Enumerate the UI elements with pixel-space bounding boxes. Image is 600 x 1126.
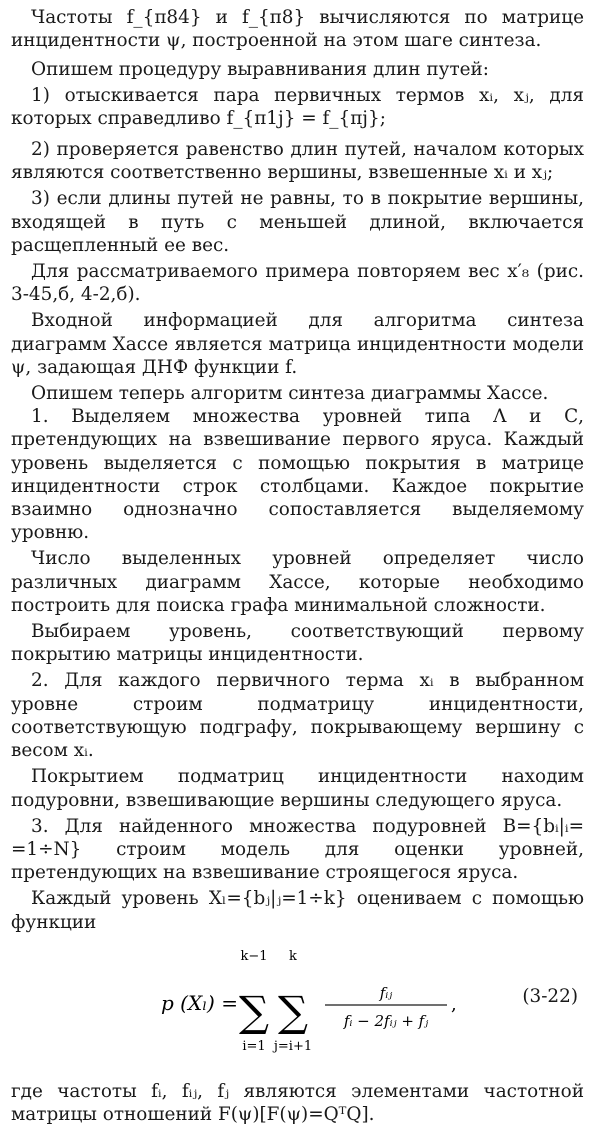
paragraph: где частоты fᵢ, fᵢⱼ, fⱼ являются элементами частотной матрицы отношений F(ψ)[F(ψ)=QᵀQ]. (11, 1080, 584, 1125)
paragraph: Каждый уровень Xₗ={bⱼ|ⱼ=1÷k} оцениваем с помощью функции (11, 888, 584, 933)
paragraph: 2) проверяется равенство длин путей, началом которых являются соответственно вершины, взвешенные xᵢ и xⱼ; (11, 139, 584, 184)
sum1-upper-limit: k−1 (240, 948, 268, 964)
paragraph: Входной информацией для алгоритма синтеза диаграмм Хассе является матрица инцидентности модели ψ, задающая ДНФ функции f. (11, 310, 584, 378)
formula-3-22 (11, 938, 584, 1080)
sum2-lower-limit: j=i+1 (273, 1038, 313, 1054)
paragraph: Опишем теперь алгоритм синтеза диаграммы Хассе. (31, 383, 549, 405)
paragraph: Опишем процедуру выравнивания длин путей: (31, 59, 489, 81)
sum1-sigma: ∑ (239, 986, 269, 1036)
paragraph: 1. Выделяем множества уровней типа Λ и С, претендующих на взвешивание первого яруса. Каждый уровень выделяется с помощью покрытия в матрице инцидентности строк столбцами. Каждое покрытие взаимно однозначно сопоставляется выделяемому уровню. (11, 406, 584, 544)
paragraph: Частоты f_{π84} и f_{π8} вычисляются по матрице инцидентности ψ, построенной на этом шаге синтеза. (11, 7, 584, 52)
formula-comma: , (451, 993, 457, 1015)
fraction-numerator: fᵢⱼ (379, 983, 393, 1002)
paragraph: Покрытием подматриц инцидентности находим подуровни, взвешивающие вершины следующего яруса. (11, 766, 584, 811)
formula-lhs: p (Xₗ) = (161, 990, 238, 1015)
paragraph: Для рассматриваемого примера повторяем вес x′₈ (рис. 3-45,б, 4-2,б). (11, 261, 584, 306)
paragraph: 2. Для каждого первичного терма xᵢ в выбранном уровне строим подматрицу инцидентности, соответствующую подграфу, покрывающему вершину с весом xᵢ. (11, 670, 584, 762)
sum2-upper-limit: k (289, 948, 297, 964)
fraction-denominator: fᵢ − 2fᵢⱼ + fⱼ (343, 1011, 429, 1030)
sum1-lower-limit: i=1 (242, 1038, 266, 1054)
formula-svg (11, 938, 584, 1080)
equation-number: (3-22) (522, 985, 578, 1007)
paragraph: 3. Для найденного множества подуровней B={bᵢ|ᵢ= =1÷N} строим модель для оценки уровней, претендующих на взвешивание строящегося яруса. (11, 815, 584, 884)
paragraph: 1) отыскивается пара первичных термов xᵢ, xⱼ, для которых справедливо f_{π1j} = f_{πj}; (11, 84, 584, 129)
sum2-sigma: ∑ (278, 986, 308, 1036)
paragraph: 3) если длины путей не равны, то в покрытие вершины, входящей в путь с меньшей длиной, включается расщепленный ее вес. (11, 188, 584, 256)
paragraph: Выбираем уровень, соответствующий первому покрытию матрицы инцидентности. (11, 621, 584, 666)
paragraph: Число выделенных уровней определяет число различных диаграмм Хассе, которые необходимо построить для поиска графа минимальной сложности. (11, 548, 584, 616)
